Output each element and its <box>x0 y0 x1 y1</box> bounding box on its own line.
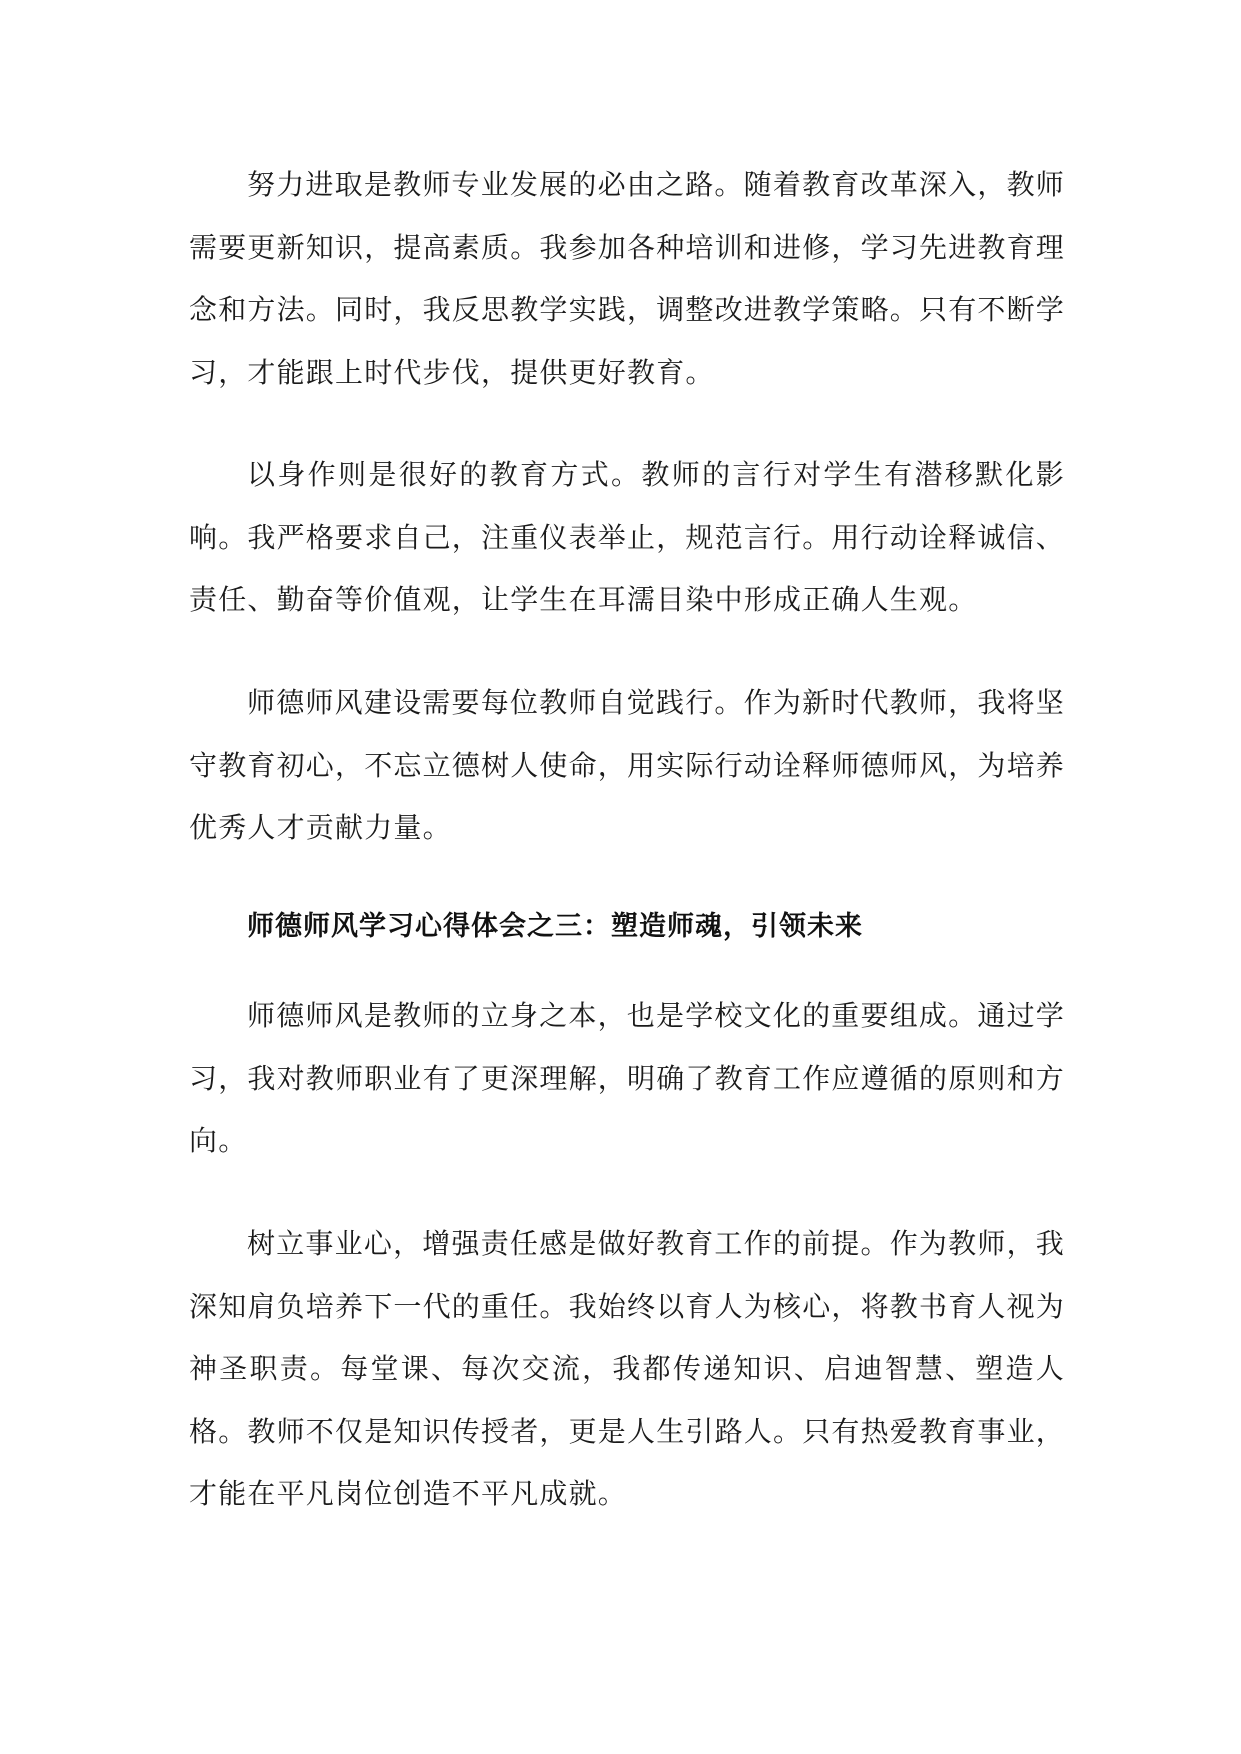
paragraph-continuous-learning: 努力进取是教师专业发展的必由之路。随着教育改革深入，教师需要更新知识，提高素质。我参加各种培训和进修，学习先进教育理念和方法。同时，我反思教学实践，调整改进教学策略。只有不断学习，才能跟上时代步伐，提供更好教育。 <box>189 168 1066 389</box>
paragraph-ethics-foundation: 师德师风是教师的立身之本，也是学校文化的重要组成。通过学习，我对教师职业有了更深理解，明确了教育工作应遵循的原则和方向。 <box>189 999 1066 1157</box>
section-heading: 师德师风学习心得体会之三：塑造师魂，引领未来 <box>247 911 863 942</box>
paragraph-ethics-practice: 师德师风建设需要每位教师自觉践行。作为新时代教师，我将坚守教育初心，不忘立德树人使命，用实际行动诠释师德师风，为培养优秀人才贡献力量。 <box>189 686 1066 844</box>
paragraph-lead-by-example: 以身作则是很好的教育方式。教师的言行对学生有潜移默化影响。我严格要求自己，注重仪表举止，规范言行。用行动诠释诚信、责任、勤奋等价值观，让学生在耳濡目染中形成正确人生观。 <box>189 458 1066 616</box>
paragraph-sense-of-responsibility: 树立事业心，增强责任感是做好教育工作的前提。作为教师，我深知肩负培养下一代的重任。我始终以育人为核心，将教书育人视为神圣职责。每堂课、每次交流，我都传递知识、启迪智慧、塑造人格。教师不仅是知识传授者，更是人生引路人。只有热爱教育事业，才能在平凡岗位创造不平凡成就。 <box>189 1227 1066 1510</box>
